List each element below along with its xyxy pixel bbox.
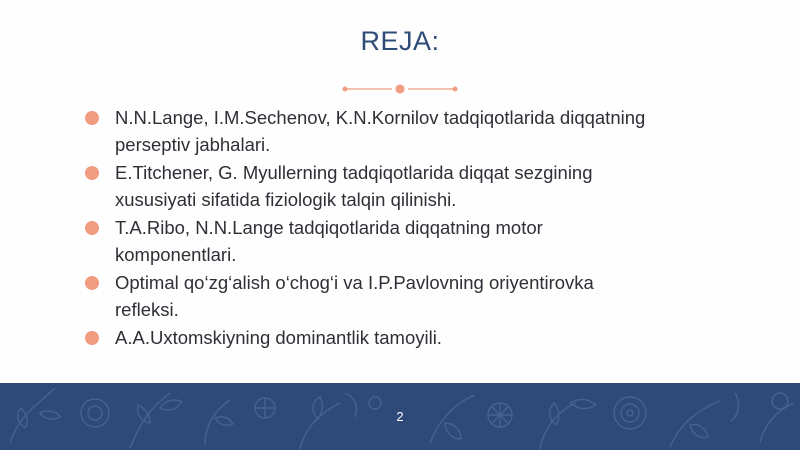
bullet-icon	[85, 221, 99, 235]
item-line: komponentlari.	[115, 244, 237, 265]
list-item	[84, 104, 724, 158]
list-item	[84, 214, 724, 268]
item-line: A.A.Uxtomskiyning dominantlik tamoyili.	[115, 327, 442, 348]
list-item	[84, 159, 724, 213]
item-line: E.Titchener, G. Myullerning tadqiqotlarida diqqat sezgining	[115, 162, 593, 183]
list-item	[84, 269, 724, 323]
item-line: perseptiv jabhalari.	[115, 134, 271, 155]
item-line: xususiyati sifatida fiziologik talqin qilinishi.	[115, 189, 457, 210]
item-line: refleksi.	[115, 299, 179, 320]
bullet-icon	[85, 331, 99, 345]
item-line: Optimal qo‘zg‘alish o‘chog‘i va I.P.Pavlovning oriyentirovka	[115, 272, 594, 293]
title-divider	[340, 82, 460, 96]
agenda-list	[84, 104, 724, 352]
item-line: T.A.Ribo, N.N.Lange tadqiqotlarida diqqatning motor	[115, 217, 543, 238]
list-item	[84, 324, 724, 351]
item-line: N.N.Lange, I.M.Sechenov, K.N.Kornilov tadqiqotlarida diqqatning	[115, 107, 646, 128]
page-number: 2	[396, 409, 404, 424]
bullet-icon	[85, 166, 99, 180]
bullet-icon	[85, 276, 99, 290]
slide-title: REJA:	[360, 26, 440, 56]
bullet-icon	[85, 111, 99, 125]
